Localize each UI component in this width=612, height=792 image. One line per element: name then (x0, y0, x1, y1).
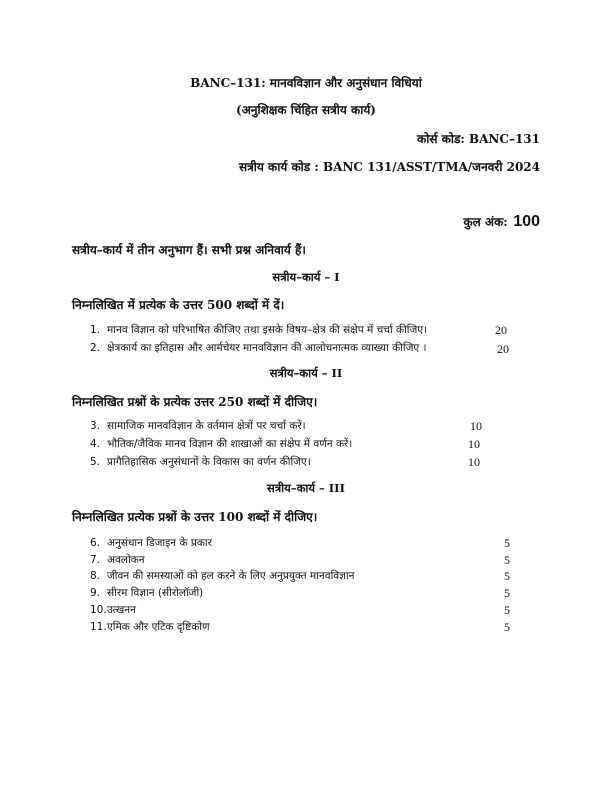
section-2-heading: सत्रीय–कार्य – II (269, 366, 343, 380)
question-text: भौतिक/जैविक मानव विज्ञान की शाखाओं का संक्षेप में वर्णन करें। (107, 438, 353, 450)
assignment-code: सत्रीय कार्य कोड : BANC 131/ASST/TMA/जनवरी 2024 (239, 160, 540, 174)
question-number: 6. (90, 537, 101, 549)
question-text: सामाजिक मानवविज्ञान के वर्तमान क्षेत्रों पर चर्चा करें। (107, 420, 306, 432)
total-marks-value: 100 (513, 213, 540, 230)
question-text: अनुसंधान डिजाइन के प्रकार (107, 537, 212, 549)
course-code: कोर्स कोड: BANC–131 (417, 132, 540, 146)
total-marks (463, 211, 540, 231)
question-text: क्षेत्रकार्य का इतिहास और आर्मचेयर मानवविज्ञान की आलोचनात्मक व्याख्या कीजिए । (107, 342, 427, 354)
question-text: अवलोकन (107, 554, 145, 566)
question-marks: 10 (468, 455, 480, 469)
question-marks: 20 (497, 342, 509, 356)
question-number: 4. (90, 438, 101, 450)
question-marks: 20 (495, 323, 507, 337)
question-marks: 5 (504, 553, 510, 567)
question-text: जीवन की समस्याओं को हल करने के लिए अनुप्रयुक्त मानवविज्ञान (107, 570, 355, 582)
question-text: एमिक और एटिक दृष्टिकोण (107, 621, 210, 633)
question-number: 7. (90, 554, 101, 566)
question-marks: 5 (504, 569, 510, 583)
question-text: उत्खनन (107, 604, 136, 616)
question-marks: 10 (468, 437, 480, 451)
section-3-heading: सत्रीय–कार्य – III (267, 481, 345, 495)
question-text: मानव विज्ञान को परिभाषित कीजिए तथा इसके विषय–क्षेत्र की संक्षेप में चर्चा कीजिए। (107, 324, 428, 336)
question-marks: 5 (504, 603, 510, 617)
question-number: 1. (90, 324, 101, 336)
document-subtitle: (अनुशिक्षक चिंहित सत्रीय कार्य) (236, 103, 376, 117)
question-number: 2. (90, 342, 101, 354)
question-text: प्रागैतिहासिक अनुसंधानों के विकास का वर्णन कीजिए। (107, 456, 311, 468)
question-number: 5. (90, 456, 101, 468)
question-text: सीरम विज्ञान (सीरोलॉजी) (107, 587, 204, 599)
section-3-instruction: निम्नलिखित प्रत्येक प्रश्नों के उत्तर 100 शब्दों में दीजिए। (72, 510, 318, 524)
question-number: 8. (90, 570, 101, 582)
question-number: 3. (90, 420, 101, 432)
question-marks: 5 (504, 620, 510, 634)
question-number: 11. (90, 621, 107, 633)
section-1-instruction: निम्नलिखित में प्रत्येक के उत्तर 500 शब्दों में दें। (72, 298, 285, 312)
question-marks: 5 (504, 586, 510, 600)
total-marks-label: कुल अंक: (463, 215, 508, 229)
section-1-heading: सत्रीय–कार्य – I (272, 270, 340, 284)
question-marks: 5 (504, 536, 510, 550)
section-2-instruction: निम्नलिखित प्रश्नों के प्रत्येक उत्तर 250 शब्दों में दीजिए। (72, 395, 318, 409)
question-number: 9. (90, 587, 101, 599)
question-number: 10. (90, 604, 107, 616)
intro-text: सत्रीय–कार्य में तीन अनुभाग हैं। सभी प्रश्न अनिवार्य हैं। (72, 243, 306, 257)
document-title: BANC–131: मानवविज्ञान और अनुसंधान विधियां (190, 76, 422, 90)
question-marks: 10 (470, 419, 482, 433)
